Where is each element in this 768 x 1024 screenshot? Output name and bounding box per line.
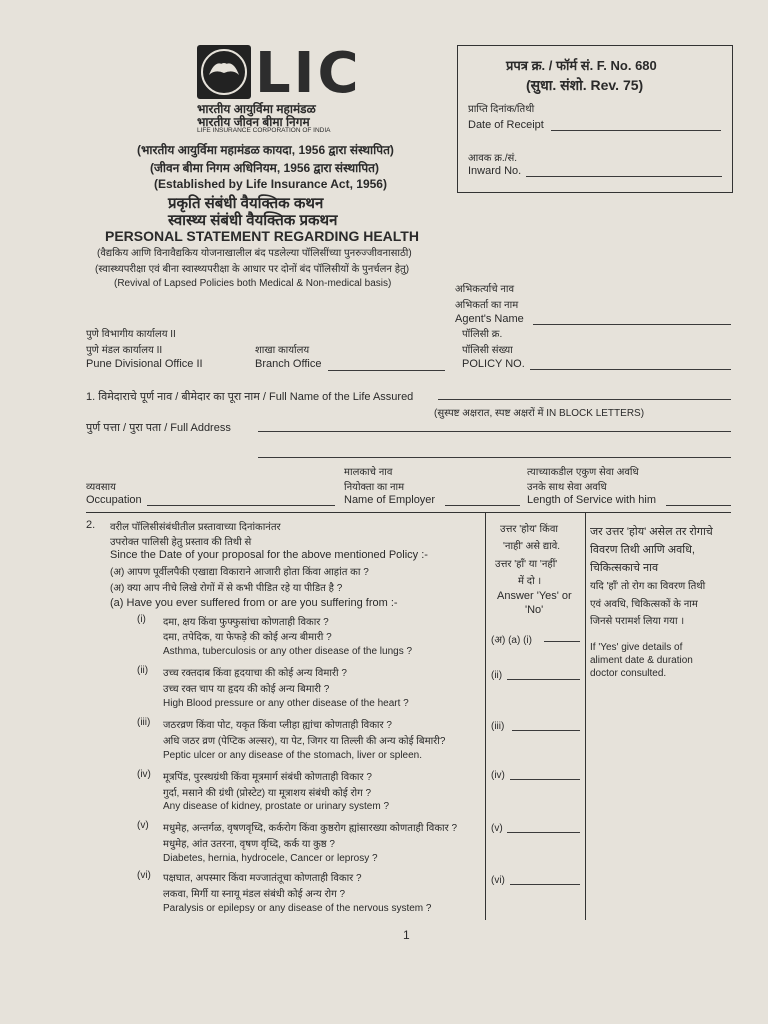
- item-i-hindi: दमा, तपेदिक, या फेफड़े की कोई अन्य बीमारी ?: [163, 632, 332, 643]
- item-vi-answer-field[interactable]: [510, 884, 580, 885]
- agent-hindi: अभिकर्ता का नाम: [455, 300, 519, 311]
- item-ii-marathi: उच्च रक्तदाब किंवा हृदयाचा की कोई अन्य विमारी ?: [163, 668, 347, 679]
- details-en-3: doctor consulted.: [590, 668, 667, 679]
- item-i-marathi: दमा, क्षय किंवा फुफ्फुसांचा कोणताही विकार ?: [163, 617, 329, 628]
- title-marathi: प्रकृति संबंधी वैयक्तिक कथन: [168, 195, 324, 212]
- org-english: LIFE INSURANCE CORPORATION OF INDIA: [197, 127, 331, 134]
- sub-marathi: (वैद्यकिय आणि विनावैद्यकिय योजनाखालील बंद पडलेल्या पॉलिसींच्या पुनरुज्जीवनासाठी): [97, 248, 412, 259]
- receipt-label: Date of Receipt: [468, 119, 544, 131]
- occupation-label: Occupation: [86, 494, 142, 506]
- details-col-5: एवं अवधि, चिकित्सकों के नाम: [590, 599, 698, 610]
- policy-label: POLICY NO.: [462, 358, 525, 370]
- org-hindi-1: भारतीय आयुर्विमा महामंडळ: [197, 102, 316, 116]
- employer-marathi: मालकाचे नाव: [344, 467, 393, 478]
- item-iii-number: (iii): [137, 717, 151, 728]
- form-number: प्रपत्र क्र. / फॉर्म सं. F. No. 680: [506, 58, 657, 73]
- details-col-6: जिनसे परामर्श लिया गया ।: [590, 616, 685, 627]
- item-iii-marathi: जठरव्रण किंवा पोट, यकृत किंवा प्लीहा ह्यांचा कोणताही विकार ?: [163, 720, 392, 731]
- service-label: Length of Service with him: [527, 494, 657, 506]
- inward-hindi: आवक क्र./सं.: [468, 153, 518, 164]
- item-iv-answer-label: (iv): [491, 770, 505, 781]
- q2-line6: (a) Have you ever suffered from or are you suffering from :-: [110, 597, 398, 609]
- occupation-marathi: व्यवसाय: [86, 482, 116, 493]
- agent-label: Agent's Name: [455, 313, 524, 325]
- receipt-hindi: प्राप्ति दिनांक/तिथी: [468, 104, 535, 115]
- item-ii-number: (ii): [137, 665, 149, 676]
- details-en-1: If 'Yes' give details of: [590, 642, 683, 653]
- details-column-divider: [585, 512, 586, 920]
- receipt-date-field[interactable]: [551, 130, 721, 131]
- title-hindi: स्वास्थ्य संबंधी वैयक्तिक प्रकथन: [168, 212, 338, 229]
- item-i-answer-field[interactable]: [544, 641, 580, 642]
- block-letters-note: (सुस्पष्ट अक्षरात, स्पष्ट अक्षरों में IN BLOCK LETTERS): [434, 408, 645, 419]
- item-ii-answer-label: (ii): [491, 670, 503, 681]
- item-iii-hindi: अधि जठर व्रण (पेप्टिक अल्सर), या पेट, जिगर या तिल्ली की अन्य कोई बिमारी?: [163, 736, 446, 747]
- address-field-2[interactable]: [258, 457, 731, 458]
- answer-col-2: 'नाही' असे द्यावे.: [503, 541, 561, 552]
- item-i-answer-label: (अ) (a) (i): [491, 635, 532, 646]
- answer-col-6: 'No': [525, 604, 544, 616]
- q2-line3: Since the Date of your proposal for the above mentioned Policy :-: [110, 549, 428, 561]
- item-v-answer-label: (v): [491, 823, 503, 834]
- div-office-english: Pune Divisional Office II: [86, 358, 203, 370]
- answer-column-divider: [485, 512, 486, 920]
- answer-col-3: उत्तर 'हाँ' या 'नहीं': [495, 559, 558, 570]
- est-english: (Established by Life Insurance Act, 1956): [154, 177, 387, 191]
- q2-line4: (अ) आपण पूर्वीलपैकी एखाद्या विकाराने आजारी होता किंवा आहांत का ?: [110, 567, 369, 578]
- policy-hindi: पॉलिसी संख्या: [462, 345, 513, 356]
- item-vi-number: (vi): [137, 870, 151, 881]
- item-vi-hindi: लकवा, मिर्गी या स्नायू मंडल संबंधी कोई अन्य रोग ?: [163, 889, 346, 900]
- item-iv-hindi: गुर्दा, मसाने की ग्रंथी (प्रोस्टेट) या मूत्राशय संबंधी कोई रोग ?: [163, 788, 372, 799]
- item-vi-english: Paralysis or epilepsy or any disease of the nervous system ?: [163, 903, 432, 914]
- org-hindi-2: भारतीय जीवन बीमा निगम: [197, 115, 310, 129]
- form-number-box: [457, 45, 733, 193]
- table-top-rule: [86, 512, 731, 513]
- branch-label: Branch Office: [255, 358, 322, 370]
- service-marathi: त्याच्याकडील एकुण सेवा अवधि: [527, 467, 639, 478]
- full-name-field[interactable]: [438, 399, 731, 400]
- agent-name-field[interactable]: [533, 324, 731, 325]
- item-v-answer-field[interactable]: [507, 832, 580, 833]
- div-office-hindi: पुणे मंडल कार्यालय II: [86, 345, 163, 356]
- answer-col-5: Answer 'Yes' or: [497, 590, 572, 602]
- details-col-4: यदि 'हाँ' तो रोग का विवरण तिथी: [590, 581, 706, 592]
- address-label: पुर्ण पत्ता / पुरा पता / Full Address: [86, 422, 231, 434]
- details-en-2: aliment date & duration: [590, 655, 693, 666]
- item-ii-hindi: उच्च रक्त चाप या हृदय की कोई अन्य बिमारी ?: [163, 684, 330, 695]
- policy-no-field[interactable]: [530, 369, 731, 370]
- item-v-hindi: मधुमेह, आंत उतरना, वृषण वृध्दि, कर्क या कुष्ठ ?: [163, 839, 335, 850]
- policy-marathi: पॉलिसी क्र.: [462, 329, 503, 340]
- details-col-1: जर उत्तर 'होय' असेल तर रोगाचे: [590, 526, 713, 538]
- div-office-marathi: पुणे विभागीय कार्यालय II: [86, 329, 176, 340]
- item-i-number: (i): [137, 614, 146, 625]
- full-name-label: 1. विमेदाराचे पूर्ण नाव / बीमेदार का पूरा नाम / Full Name of the Life Assured: [86, 391, 414, 403]
- logo-text: LIC: [255, 41, 362, 106]
- item-iv-marathi: मूत्रपिंड, पुरस्थग्रंथी किंवा मूत्रमार्ग संबंधी कोणताही विकार ?: [163, 772, 372, 783]
- q2-line1: वरील पॉलिसीसंबंधीतील प्रस्तावाच्या दिनांकानंतर: [110, 522, 281, 533]
- item-iii-english: Peptic ulcer or any disease of the stomach, liver or spleen.: [163, 750, 423, 761]
- item-vi-marathi: पक्षघात, अपस्मार किंवा मज्जातंतूचा कोणताही विकार ?: [163, 873, 362, 884]
- item-v-number: (v): [137, 820, 149, 831]
- sub-hindi: (स्वास्थ्यपरीक्षा एवं बीना स्वास्थ्यपरीक्षा के आधार पर दोनों बंद पॉलिसीयों के पुनर्चलन हेतु): [95, 264, 410, 275]
- q2-line5: (अ) क्या आप नीचे लिखे रोगों में से कभी पीडित रहे या पीडित है ?: [110, 583, 343, 594]
- item-v-english: Diabetes, hernia, hydrocele, Cancer or leprosy ?: [163, 853, 378, 864]
- q2-number: 2.: [86, 519, 96, 531]
- q2-line2: उपरोक्त पालिसी हेतु प्रस्ताव की तिथी से: [110, 537, 252, 548]
- lic-emblem-icon: [197, 45, 251, 99]
- item-iv-answer-field[interactable]: [510, 779, 580, 780]
- branch-office-field[interactable]: [328, 370, 445, 371]
- item-i-english: Asthma, tuberculosis or any other disease of the lungs ?: [163, 646, 413, 657]
- occupation-field[interactable]: [147, 505, 335, 506]
- est-hindi: (जीवन बीमा निगम अधिनियम, 1956 द्वारा संस्थापित): [150, 161, 379, 175]
- answer-col-4: में दो ।: [518, 576, 542, 587]
- employer-hindi: नियोक्ता का नाम: [344, 482, 405, 493]
- item-vi-answer-label: (vi): [491, 875, 505, 886]
- lic-logo: [197, 41, 362, 106]
- employer-label: Name of Employer: [344, 494, 436, 506]
- details-col-3: चिकित्सकाचे नाव: [590, 562, 659, 574]
- page-number: 1: [403, 928, 410, 942]
- address-field-1[interactable]: [258, 431, 731, 432]
- est-marathi: (भारतीय आयुर्विमा महामंडळ कायदा, 1956 द्वारा संस्थापित): [137, 143, 394, 157]
- page-title: PERSONAL STATEMENT REGARDING HEALTH: [105, 228, 419, 244]
- service-hindi: उनके साथ सेवा अवधि: [527, 482, 607, 493]
- item-ii-english: High Blood pressure or any other disease of the heart ?: [163, 698, 409, 709]
- item-iii-answer-field[interactable]: [512, 730, 580, 731]
- item-ii-answer-field[interactable]: [507, 679, 580, 680]
- item-iv-number: (iv): [137, 769, 151, 780]
- service-length-field[interactable]: [666, 505, 731, 506]
- form-revision: (सुधा. संशो. Rev. 75): [526, 77, 644, 93]
- details-col-2: विवरण तिथी आणि अवधि,: [590, 544, 695, 556]
- inward-label: Inward No.: [468, 165, 522, 177]
- item-v-marathi: मधुमेह, अन्तर्गळ, वृषणवृध्दि, कर्करोग किंवा कुष्ठरोग ह्यांसारख्या कोणताही विकार ?: [163, 823, 458, 834]
- branch-hindi: शाखा कार्यालय: [255, 345, 310, 356]
- answer-col-1: उत्तर 'होय' किंवा: [500, 524, 558, 535]
- sub-english: (Revival of Lapsed Policies both Medical & Non-medical basis): [114, 278, 392, 289]
- agent-marathi: अभिकर्त्याचे नाव: [455, 284, 515, 295]
- inward-no-field[interactable]: [526, 176, 722, 177]
- item-iv-english: Any disease of kidney, prostate or urinary system ?: [163, 801, 390, 812]
- item-iii-answer-label: (iii): [491, 721, 505, 732]
- employer-field[interactable]: [445, 505, 520, 506]
